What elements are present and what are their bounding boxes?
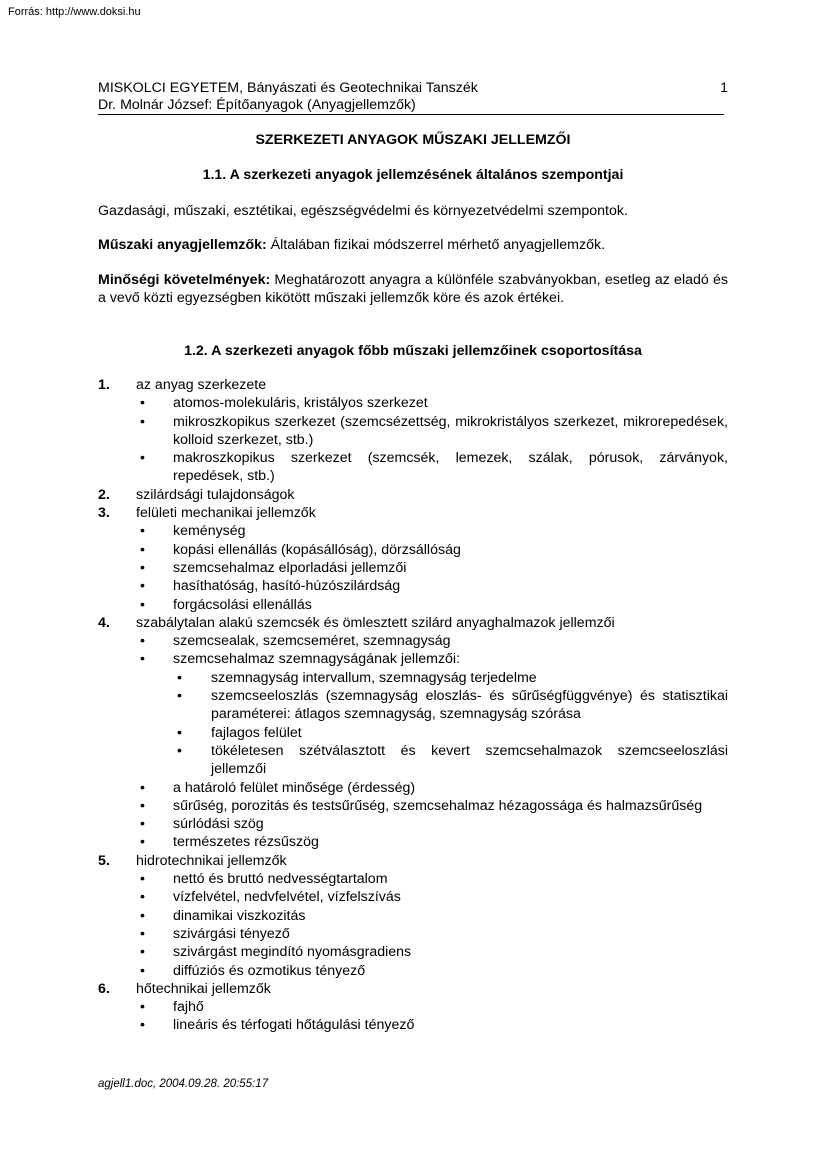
list-item-group bbox=[98, 486, 728, 504]
sub-list-item-text: szivárgást megindító nyomásgradiens bbox=[173, 944, 412, 961]
list-item-text: az anyag szerkezete bbox=[136, 377, 267, 393]
bullet-icon: • bbox=[140, 999, 145, 1016]
sub-list-item-text: súrlódási szög bbox=[173, 816, 264, 833]
sub-list-item bbox=[98, 1016, 728, 1034]
list-item-group bbox=[98, 504, 728, 522]
page-number: 1 bbox=[720, 80, 728, 96]
sub-list-item-text: a határoló felület minősége (érdesség) bbox=[173, 779, 416, 796]
sub-list-item bbox=[98, 394, 728, 412]
sub-list-item bbox=[98, 596, 728, 614]
sub-list-item bbox=[98, 577, 728, 595]
sub-list-item-text: atomos-molekuláris, kristályos szerkezet bbox=[173, 395, 428, 412]
bullet-icon: • bbox=[140, 633, 145, 650]
list-item-text: felületi mechanikai jellemzők bbox=[136, 505, 316, 522]
list-item-group bbox=[98, 376, 728, 394]
sub-list-item-text: szemcsehalmaz szemnagyságának jellemzői: bbox=[173, 651, 461, 668]
sub-list-item bbox=[98, 650, 728, 668]
sub-list-item bbox=[98, 522, 728, 540]
bullet-icon: • bbox=[140, 395, 145, 412]
sub-list-item bbox=[98, 925, 728, 943]
bullet-icon: • bbox=[140, 834, 145, 851]
sub-list-item-text: nettó és bruttó nedvességtartalom bbox=[173, 871, 388, 888]
list-item-group bbox=[98, 980, 728, 998]
sub-list-item-text: forgácsolási ellenállás bbox=[173, 596, 312, 613]
nested-list-item bbox=[98, 669, 728, 687]
bullet-icon: • bbox=[177, 742, 182, 759]
list-item-text: hőtechnikai jellemzők bbox=[136, 980, 271, 997]
bullet-icon: • bbox=[140, 651, 145, 668]
bullet-icon: • bbox=[140, 925, 145, 942]
sub-list-item bbox=[98, 815, 728, 833]
bullet-icon: • bbox=[140, 797, 145, 814]
header-author: Dr. Molnár József: Építőanyagok (Anyagjellemzők) bbox=[98, 97, 416, 113]
sub-list-item bbox=[98, 632, 728, 650]
bullet-icon: • bbox=[177, 669, 182, 686]
sub-list-item bbox=[98, 559, 728, 577]
sub-list-item-text: szemcsehalmaz elporladási jellemzői bbox=[173, 559, 407, 576]
list-item-group bbox=[98, 614, 728, 632]
sub-list-item-text: természetes rézsűszög bbox=[173, 834, 319, 851]
bullet-icon: • bbox=[140, 907, 145, 924]
footer-file-info: agjell1.doc, 2004.09.28. 20:55:17 bbox=[98, 1078, 269, 1090]
sub-list-item bbox=[98, 541, 728, 559]
sub-list-item-text: fajhő bbox=[173, 999, 204, 1016]
sub-list-item-text: vízfelvétel, nedvfelvétel, vízfelszívás bbox=[173, 889, 401, 906]
bullet-icon: • bbox=[140, 962, 145, 979]
sub-list-item bbox=[98, 943, 728, 961]
sub-list-item bbox=[98, 449, 728, 486]
sub-list-item-text: keménység bbox=[173, 523, 246, 540]
paragraph-aspects: Gazdasági, műszaki, esztétikai, egészségvédelmi és környezetvédelmi szempontok. bbox=[98, 203, 628, 219]
bullet-icon: • bbox=[140, 779, 145, 796]
sub-list-item-text: makroszkopikus szerkezet (szemcsék, lemezek, szálak, pórusok, zárványok, repedések, stb.) bbox=[173, 450, 728, 485]
sub-list-item-text: kopási ellenállás (kopásállóság), dörzsállóság bbox=[173, 541, 461, 558]
sub-list-item bbox=[98, 413, 728, 450]
term-technical-properties: Műszaki anyagjellemzők: bbox=[98, 237, 267, 253]
nested-list-item bbox=[98, 724, 728, 742]
document-title: SZERKEZETI ANYAGOK MŰSZAKI JELLEMZŐI bbox=[255, 132, 571, 148]
header-author-line bbox=[98, 97, 724, 115]
term-quality-requirements: Minőségi követelmények: bbox=[98, 272, 271, 288]
bullet-icon: • bbox=[140, 1017, 145, 1034]
sub-list-item-text: diffúziós és ozmotikus tényező bbox=[173, 962, 366, 979]
list-item-number: 3. bbox=[98, 505, 110, 522]
paragraph-technical-properties bbox=[98, 236, 728, 254]
nested-list-item-text: tökéletesen szétválasztott és kevert szemcsehalmazok szemcseeloszlási jellemzői bbox=[211, 742, 728, 778]
paragraph-quality-requirements bbox=[98, 271, 728, 308]
sub-list-item-text: szivárgási tényező bbox=[173, 925, 290, 942]
nested-list-item-text: szemcseeloszlás (szemnagyság eloszlás- és sűrűségfüggvénye) és statisztikai paraméterei: átlagos szemnagyság, szemnagyság szórása bbox=[211, 688, 728, 723]
page-header bbox=[98, 80, 728, 115]
list-item-number: 4. bbox=[98, 614, 110, 631]
list-item-text: szilárdsági tulajdonságok bbox=[136, 486, 295, 503]
sub-list-item-text: sűrűség, porozitás és testsűrűség, szemcsehalmaz hézagossága és halmazsűrűség bbox=[173, 797, 703, 814]
list-item-group bbox=[98, 852, 728, 870]
bullet-icon: • bbox=[140, 523, 145, 540]
sub-list-item bbox=[98, 779, 728, 797]
list-item-number: 2. bbox=[98, 486, 110, 503]
header-institution: MISKOLCI EGYETEM, Bányászati és Geotechnikai Tanszék bbox=[98, 80, 478, 96]
sub-list-item bbox=[98, 833, 728, 851]
sub-list-item-text: szemcsealak, szemcseméret, szemnagyság bbox=[173, 633, 451, 650]
bullet-icon: • bbox=[140, 889, 145, 906]
bullet-icon: • bbox=[177, 688, 182, 705]
bullet-icon: • bbox=[140, 413, 145, 430]
sub-list-item-text: hasíthatóság, hasító-húzószilárdság bbox=[173, 578, 401, 595]
sub-list-item bbox=[98, 962, 728, 980]
list-item-number: 1. bbox=[98, 377, 110, 393]
bullet-icon: • bbox=[140, 816, 145, 833]
sub-list-item bbox=[98, 998, 728, 1016]
definition-quality-requirements: Meghatározott anyagra a különféle szabványokban, esetleg az eladó és a vevő közti egyezségben kikötött műszaki jellemzők köre és azok értékei. bbox=[98, 272, 728, 307]
bullet-icon: • bbox=[140, 944, 145, 961]
list-item-number: 6. bbox=[98, 980, 110, 997]
source-note: Forrás: http://www.doksi.hu bbox=[8, 6, 141, 18]
definition-technical-properties: Általában fizikai módszerrel mérhető anyagjellemzők. bbox=[266, 237, 606, 253]
nested-list-item bbox=[98, 687, 728, 724]
sub-list-item bbox=[98, 797, 728, 815]
list-item-text: szabálytalan alakú szemcsék és ömlesztett szilárd anyaghalmazok jellemzői bbox=[136, 614, 615, 631]
nested-list-item-text: szemnagyság intervallum, szemnagyság terjedelme bbox=[211, 669, 537, 686]
list-item-number: 5. bbox=[98, 852, 110, 869]
property-groups-list bbox=[98, 376, 728, 1035]
sub-list-item bbox=[98, 888, 728, 906]
bullet-icon: • bbox=[140, 541, 145, 558]
sub-list-item bbox=[98, 907, 728, 925]
sub-list-item-text: dinamikai viszkozitás bbox=[173, 907, 306, 924]
bullet-icon: • bbox=[140, 871, 145, 888]
nested-list-item-text: fajlagos felület bbox=[211, 724, 302, 741]
section-2-heading: 1.2. A szerkezeti anyagok főbb műszaki jellemzőinek csoportosítása bbox=[184, 343, 642, 359]
sub-list-item-text: mikroszkopikus szerkezet (szemcsézettség, mikrokristályos szerkezet, mikrorepedések, kolloid szerkezet, stb.) bbox=[173, 413, 728, 448]
sub-list-item-text: lineáris és térfogati hőtágulási tényező bbox=[173, 1017, 415, 1034]
list-item-text: hidrotechnikai jellemzők bbox=[136, 852, 287, 869]
bullet-icon: • bbox=[140, 450, 145, 467]
section-1-heading: 1.1. A szerkezeti anyagok jellemzésének általános szempontjai bbox=[202, 167, 624, 183]
bullet-icon: • bbox=[177, 724, 182, 741]
nested-list-item bbox=[98, 742, 728, 779]
bullet-icon: • bbox=[140, 578, 145, 595]
bullet-icon: • bbox=[140, 596, 145, 613]
bullet-icon: • bbox=[140, 559, 145, 576]
sub-list-item bbox=[98, 870, 728, 888]
